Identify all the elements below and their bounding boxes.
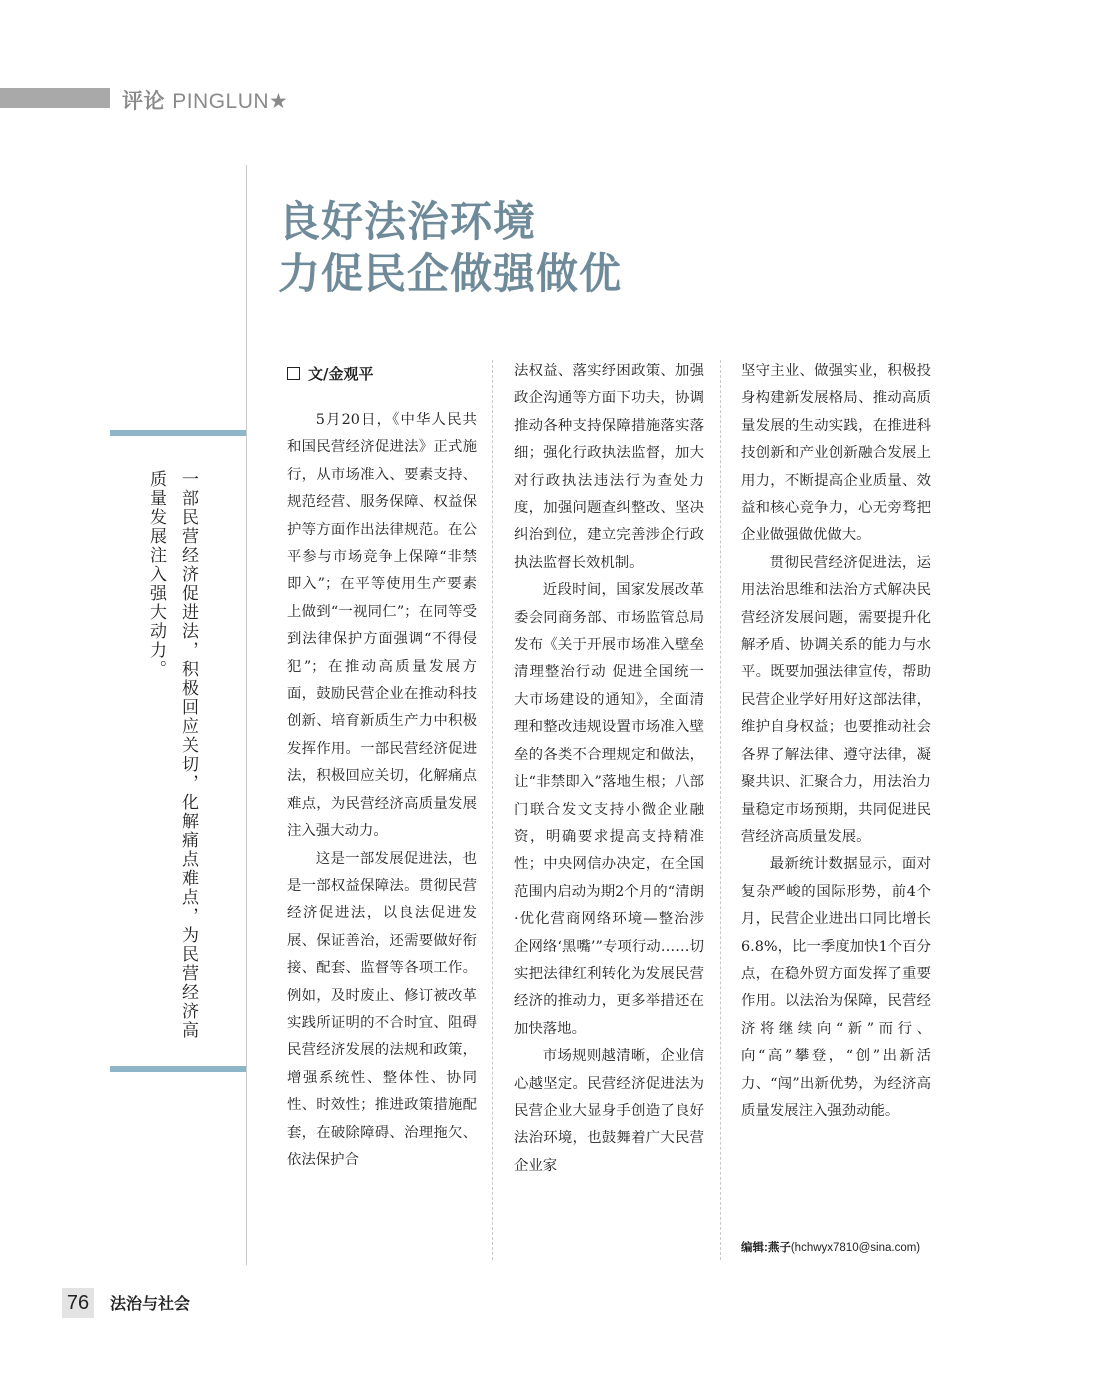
- paragraph: 最新统计数据显示，面对复杂严峻的国际形势，前4个月，民营企业进出口同比增长6.8%，比一季度加快1个百分点，在稳外贸方面发挥了重要作用。以法治为保障，民营经济将继续向“新”而行、向“高”攀登，“创”出新活力、“闯”出新优势，为经济高质量发展注入强劲动能。: [741, 856, 931, 1119]
- editor-label: 编辑:燕子: [741, 1242, 791, 1254]
- paragraph: 法权益、落实纾困政策、加强政企沟通等方面下功夫，协调推动各种支持保障措施落实落细；强化行政执法监督，加大对行政执法违法行为查处力度，加强问题查纠整改、坚决纠治到位，建立完善涉企行政执法监督长效机制。: [514, 363, 704, 571]
- author: 文/金观平: [308, 365, 374, 383]
- checkbox-icon: [287, 367, 300, 380]
- paragraph: 这是一部发展促进法，也是一部权益保障法。贯彻民营经济促进法，以良法促进发展、保证善治，还需要做好衔接、配套、监督等各项工作。例如，及时废止、修订被改革实践所证明的不合时宜、阻碍民营经济发展的法规和政策，增强系统性、整体性、协同性、时效性；推进政策措施配套，在破除障碍、治理拖欠、依法保护合: [287, 850, 477, 1168]
- section-label: [122, 85, 288, 115]
- title-line-2: 力促民企做强做优: [278, 249, 623, 298]
- pull-quote: 一部民营经济促进法，积极回应关切，化解痛点难点，为民营经济高质量发展注入强大动力。: [146, 470, 198, 1040]
- title-line-1: 良好法治环境: [278, 197, 537, 246]
- paragraph: 近段时间，国家发展改革委会同商务部、市场监管总局发布《关于开展市场准入壁垒清理整治行动 促进全国统一大市场建设的通知》，全面清理和整改违规设置市场准入壁垒的各类不合理规定和做法，让“非禁即入”落地生根；八部门联合发文支持小微企业融资，明确要求提高支持精准性；中央网信办决定，在全国范围内启动为期2个月的“清朗·优化营商网络环境—整治涉企网络‘黑嘴’”专项行动……切实把法律红利转化为发展民营经济的推动力，更多举措还在加快落地。: [514, 582, 704, 1037]
- vertical-divider: [246, 165, 247, 1265]
- magazine-name: 法治与社会: [110, 1294, 191, 1313]
- column-1: [287, 407, 477, 1174]
- section-label-zh: 评论: [122, 89, 165, 113]
- paragraph: 市场规则越清晰，企业信心越坚定。民营经济促进法为民营企业大显身手创造了良好法治环境，也鼓舞着广大民营企业家: [514, 1048, 704, 1174]
- star-icon: ★: [269, 89, 289, 113]
- column-separator: [492, 360, 493, 1260]
- paragraph: 坚守主业、做强实业，积极投身构建新发展格局、推动高质量发展的生动实践，在推进科技创新和产业创新融合发展上用力，不断提高企业质量、效益和核心竞争力，心无旁骛把企业做强做优做大。: [741, 363, 931, 544]
- section-label-en: PINGLUN: [172, 90, 270, 113]
- pull-quote-rule-top: [110, 430, 246, 436]
- paragraph: 5月20日，《中华人民共和国民营经济促进法》正式施行，从市场准入、要素支持、规范经营、服务保障、权益保护等方面作出法律规范。在公平参与市场竞争上保障“非禁即入”；在平等使用生产要素上做到“一视同仁”；在同等受到法律保护方面强调“不得侵犯”；在推动高质量发展方面，鼓励民营企业在推动科技创新、培育新质生产力中积极发挥作用。一部民营经济促进法，积极回应关切，化解痛点难点，为民营经济高质量发展注入强大动力。: [287, 412, 477, 840]
- pull-quote-rule-bottom: [110, 1066, 246, 1072]
- column-2: [514, 358, 704, 1180]
- column-3: [741, 358, 931, 1125]
- column-separator: [720, 360, 721, 1260]
- section-bar: [0, 88, 110, 108]
- paragraph: 贯彻民营经济促进法，运用法治思维和法治方式解决民营经济发展问题，需要提升化解矛盾、协调关系的能力与水平。既要加强法律宣传，帮助民营企业学好用好这部法律，维护自身权益；也要推动社会各界了解法律、遵守法律，凝聚共识、汇聚合力，用法治力量稳定市场预期，共同促进民营经济高质量发展。: [741, 554, 931, 845]
- byline: [287, 363, 373, 384]
- editor-credit: [741, 1239, 920, 1255]
- editor-contact: (hchwyx7810@sina.com): [790, 1242, 921, 1254]
- page-number: 76: [62, 1288, 94, 1318]
- article-title: [278, 196, 622, 300]
